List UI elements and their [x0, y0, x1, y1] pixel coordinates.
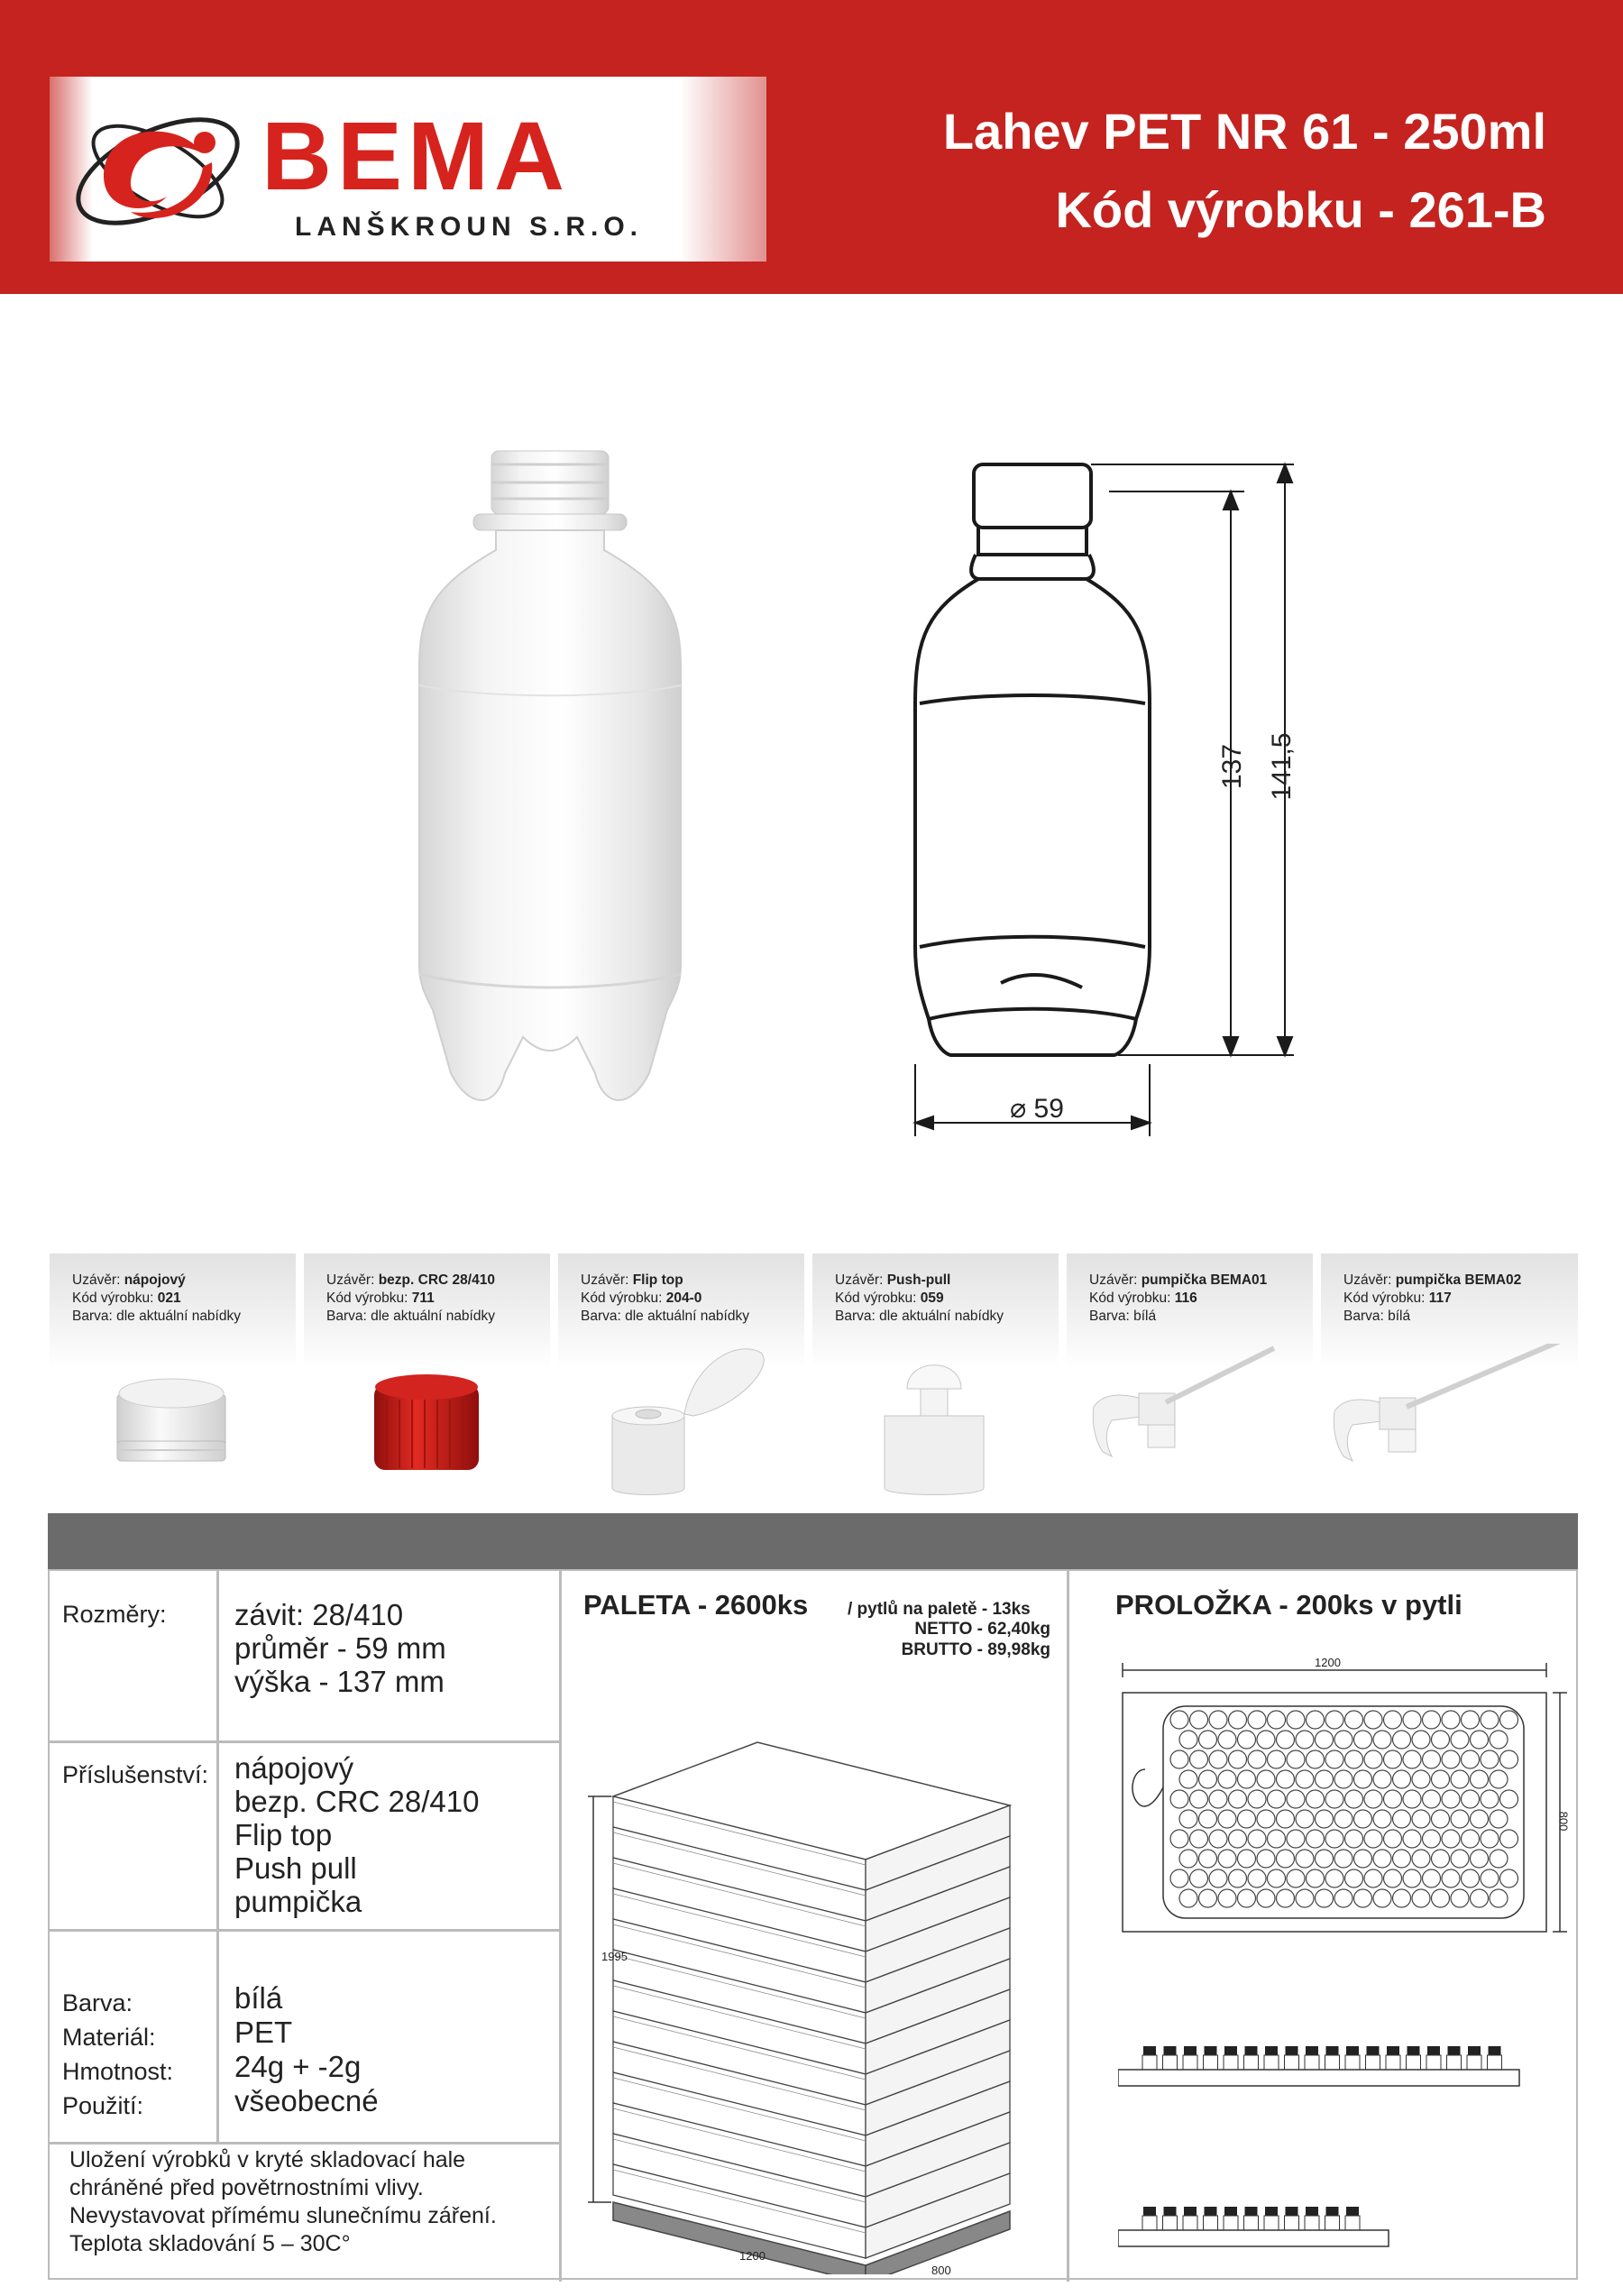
accessory-card: Uzávěr: pumpička BEMA02 Kód výrobku: 117 Barva: bílá — [1321, 1254, 1578, 1506]
accessory-name: Push-pull — [886, 1272, 951, 1288]
storage-note: Uložení výrobků v kryté skladovací hale chráněné před povětrnostními vlivy. Nevystavovat přímému slunečnímu záření. Teplota skladování 5 – 30C° — [69, 2147, 497, 2256]
accessory-code: 116 — [1174, 1290, 1197, 1306]
spec-tables — [48, 1569, 1578, 2280]
pallet-width-label: 800 — [931, 2264, 951, 2277]
accessory-color: dle aktuální nabídky — [371, 1309, 495, 1324]
diameter-label: ⌀ 59 — [1010, 1094, 1064, 1124]
accessory-code: 059 — [920, 1290, 944, 1306]
push-pull-cap-icon — [812, 1344, 1059, 1506]
pallet-height-label: 1995 — [601, 1950, 628, 1963]
accessories-label: Příslušenství: — [62, 1761, 209, 1788]
accessory-code: 021 — [157, 1290, 181, 1306]
flip-top-cap-icon — [558, 1344, 804, 1506]
dimensions-values: závit: 28/410 průměr - 59 mm výška - 137 mm — [234, 1598, 446, 1698]
accessory-card: Uzávěr: Flip top Kód výrobku: 204-0 Barva: dle aktuální nabídky — [558, 1254, 804, 1506]
accessory-color: bílá — [1133, 1309, 1157, 1324]
product-code: Kód výrobku - 261-B — [1055, 181, 1546, 238]
property-labels: Barva: Materiál: Hmotnost: Použití: — [62, 1989, 174, 2119]
layer-side-view-drawing — [1118, 2035, 1569, 2270]
accessory-color: bílá — [1388, 1309, 1411, 1324]
accessory-name: bezp. CRC 28/410 — [378, 1272, 495, 1288]
accessory-name: Flip top — [632, 1272, 683, 1288]
bema-logo-icon — [68, 90, 257, 253]
accessory-color: dle aktuální nabídky — [116, 1309, 241, 1324]
section-divider-band — [48, 1513, 1578, 1569]
crc-cap-icon — [304, 1344, 550, 1506]
beverage-cap-icon — [50, 1344, 296, 1506]
column-divider — [1067, 1571, 1069, 2282]
layer-length-label: 1200 — [1312, 1656, 1343, 1669]
accessory-card: Uzávěr: nápojový Kód výrobku: 021 Barva: dle aktuální nabídky — [50, 1254, 296, 1506]
bottle-photo — [397, 442, 703, 1127]
column-divider — [559, 1571, 562, 2282]
accessory-card: Uzávěr: pumpička BEMA01 Kód výrobku: 116 Barva: bílá — [1067, 1254, 1313, 1506]
pallet-brutto: BRUTTO - 89,98kg — [901, 1640, 1050, 1659]
pallet-netto: NETTO - 62,40kg — [914, 1620, 1050, 1639]
accessory-card: Uzávěr: Push-pull Kód výrobku: 059 Barva: dle aktuální nabídky — [812, 1254, 1059, 1506]
accessories-values: nápojový bezp. CRC 28/410 Flip top Push pull pumpička — [234, 1751, 480, 1918]
height-137-label: 137 — [1217, 743, 1247, 790]
logo-box — [50, 77, 766, 262]
pallet-drawing — [586, 1733, 1055, 2274]
layer-title: PROLOŽKA - 200ks v pytli — [1115, 1589, 1463, 1621]
accessory-name: pumpička BEMA02 — [1395, 1272, 1522, 1288]
pump-icon — [1067, 1344, 1313, 1506]
pallet-bags: / pytlů na paletě - 13ks — [848, 1600, 1031, 1619]
accessory-code: 117 — [1428, 1290, 1452, 1306]
accessories-row — [50, 1254, 1578, 1506]
pump-icon — [1321, 1344, 1578, 1506]
height-141-label: 141,5 — [1267, 732, 1297, 801]
accessory-color: dle aktuální nabídky — [879, 1309, 1004, 1324]
brand-name: BEMA — [261, 101, 570, 210]
accessory-name: pumpička BEMA01 — [1141, 1272, 1268, 1288]
bottle-technical-drawing — [893, 442, 1325, 1145]
accessory-name: nápojový — [124, 1272, 186, 1288]
brand-subtitle: LANŠKROUN S.R.O. — [295, 212, 644, 242]
dimensions-label: Rozměry: — [62, 1601, 167, 1628]
property-values: bílá PET 24g + -2g všeobecné — [234, 1981, 379, 2117]
accessory-code: 204-0 — [665, 1290, 702, 1306]
layer-top-view-drawing — [1109, 1661, 1569, 1959]
header-banner — [0, 0, 1623, 294]
layer-width-label: 800 — [1556, 1811, 1571, 1832]
pallet-title: PALETA - 2600ks — [583, 1589, 809, 1621]
accessory-color: dle aktuální nabídky — [625, 1309, 749, 1324]
accessory-code: 711 — [411, 1290, 435, 1306]
product-title: Lahev PET NR 61 - 250ml — [942, 103, 1546, 160]
pallet-length-label: 1200 — [739, 2249, 766, 2263]
accessory-card: Uzávěr: bezp. CRC 28/410 Kód výrobku: 711 Barva: dle aktuální nabídky — [304, 1254, 550, 1506]
